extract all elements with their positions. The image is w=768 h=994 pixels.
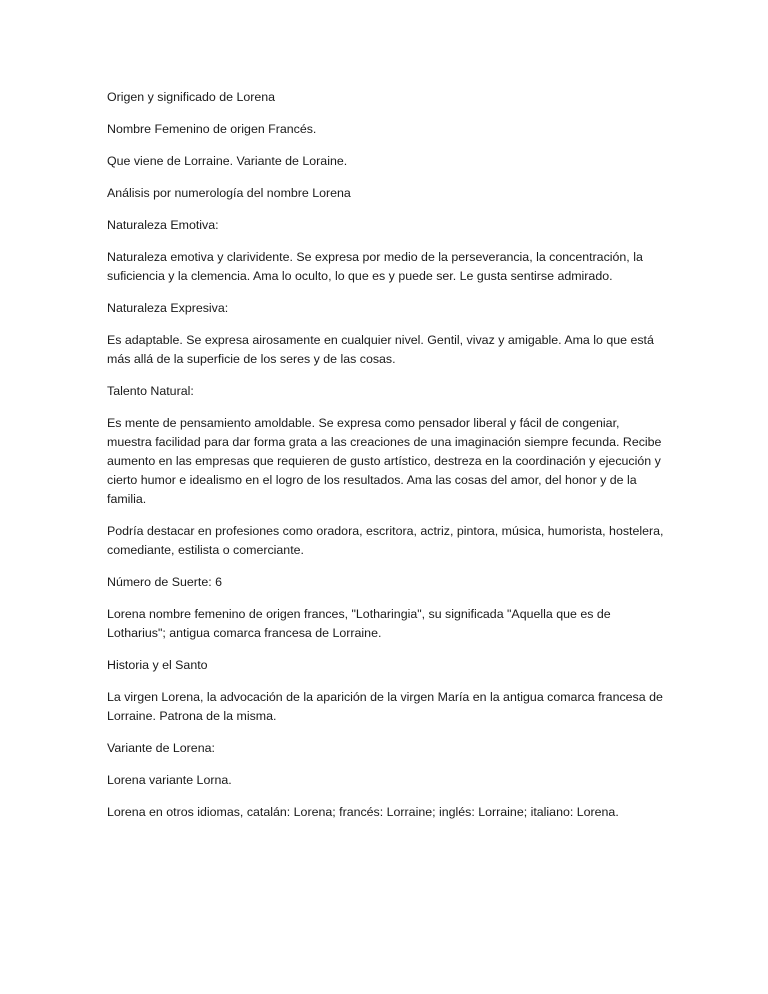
paragraph-natural-talent: Es mente de pensamiento amoldable. Se expresa como pensador liberal y fácil de congeniar, muestra facilidad para dar forma grata a las creaciones de una imaginación siempre fecunda. Recibe aumento en las empresas que requieren de gusto artístico, destreza en la coordinación y ejecución y cierto humor e idealismo en el logro de los resultados. Ama las cosas del amor, del honor y de la familia. bbox=[107, 416, 662, 506]
heading-expressive-nature: Naturaleza Expresiva: bbox=[107, 301, 229, 315]
paragraph-variant: Que viene de Lorraine. Variante de Loraine. bbox=[107, 154, 348, 168]
heading-emotive-nature: Naturaleza Emotiva: bbox=[107, 218, 219, 232]
paragraph-professions: Podría destacar en profesiones como oradora, escritora, actriz, pintora, música, humorista, hostelera, comediante, estilista o comerciante. bbox=[107, 524, 664, 557]
paragraph-lucky-number: Número de Suerte: 6 bbox=[107, 575, 223, 589]
heading-history-saint: Historia y el Santo bbox=[107, 658, 208, 672]
paragraph-origin-detail: Lorena nombre femenino de origen frances, "Lotharingia", su significada "Aquella que es de Lotharius"; antigua comarca francesa de Lorraine. bbox=[107, 607, 611, 640]
heading-natural-talent: Talento Natural: bbox=[107, 384, 194, 398]
paragraph-other-languages: Lorena en otros idiomas, catalán: Lorena; francés: Lorraine; inglés: Lorraine; italiano: Lorena. bbox=[107, 805, 619, 819]
paragraph-history-saint: La virgen Lorena, la advocación de la aparición de la virgen María en la antigua comarca francesa de Lorraine. Patrona de la misma. bbox=[107, 690, 663, 723]
heading-variant: Variante de Lorena: bbox=[107, 741, 215, 755]
document-page bbox=[107, 88, 667, 835]
paragraph-gender-origin: Nombre Femenino de origen Francés. bbox=[107, 122, 317, 136]
paragraph-expressive-nature: Es adaptable. Se expresa airosamente en cualquier nivel. Gentil, vivaz y amigable. Ama lo que está más allá de la superficie de los seres y de las cosas. bbox=[107, 333, 654, 366]
paragraph-variant-lorna: Lorena variante Lorna. bbox=[107, 773, 232, 787]
heading-numerology: Análisis por numerología del nombre Lorena bbox=[107, 186, 351, 200]
doc-title: Origen y significado de Lorena bbox=[107, 90, 276, 104]
paragraph-emotive-nature: Naturaleza emotiva y clarividente. Se expresa por medio de la perseverancia, la concentración, la suficiencia y la clemencia. Ama lo oculto, lo que es y puede ser. Le gusta sentirse admirado. bbox=[107, 250, 643, 283]
